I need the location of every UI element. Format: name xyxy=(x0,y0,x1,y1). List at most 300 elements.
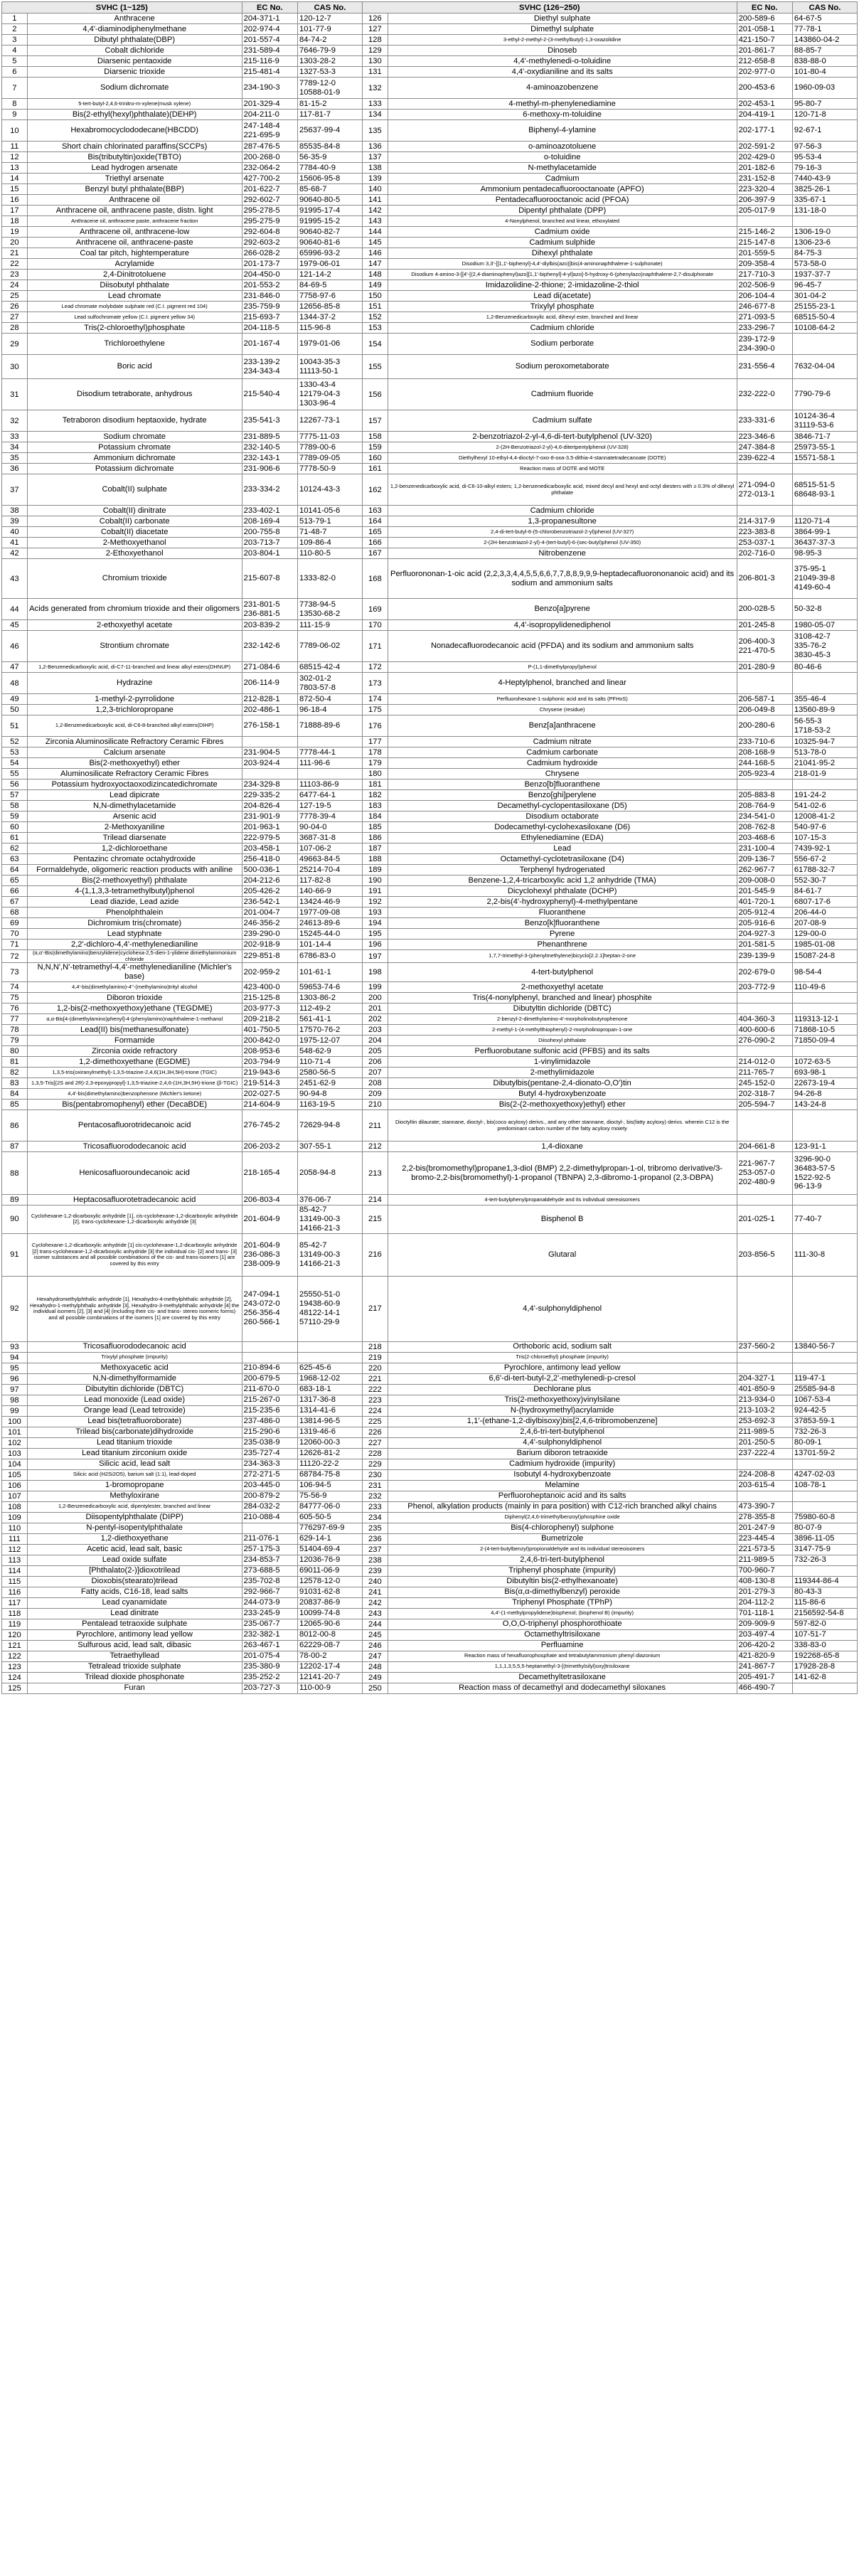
right-no: 159 xyxy=(362,442,388,453)
left-substance: Sulfurous acid, lead salt, dibasic xyxy=(27,1640,242,1651)
right-no: 145 xyxy=(362,238,388,248)
right-ec-no: 239-139-9 xyxy=(737,950,792,963)
right-cas-no xyxy=(792,1683,857,1693)
table-row xyxy=(2,527,858,538)
right-substance: Imidazolidine-2-thione; 2-imidazoline-2-thiol xyxy=(388,280,737,291)
table-row xyxy=(2,184,858,195)
right-substance: Benzo[ghi]perylene xyxy=(388,790,737,801)
right-cas-no: 7790-79-6 xyxy=(792,379,857,410)
right-cas-no: 4247-02-03 xyxy=(792,1469,857,1480)
right-no: 150 xyxy=(362,291,388,302)
right-ec-no: 473-390-7 xyxy=(737,1501,792,1512)
right-cas-no: 56-55-3 1718-53-2 xyxy=(792,715,857,737)
right-no: 180 xyxy=(362,769,388,779)
table-row xyxy=(2,897,858,908)
left-no: 122 xyxy=(2,1651,28,1661)
left-substance: Formamide xyxy=(27,1036,242,1046)
table-row xyxy=(2,538,858,548)
left-cas-no: 7778-39-4 xyxy=(297,811,362,822)
left-ec-no: 215-693-7 xyxy=(242,312,297,323)
left-no: 96 xyxy=(2,1373,28,1384)
left-no: 20 xyxy=(2,238,28,248)
right-substance: N-(hydroxymethyl)acrylamide xyxy=(388,1405,737,1416)
right-no: 217 xyxy=(362,1276,388,1341)
left-ec-no: 287-476-5 xyxy=(242,142,297,152)
left-substance: Hydrazine xyxy=(27,673,242,694)
right-no: 179 xyxy=(362,758,388,769)
right-ec-no: 404-360-3 xyxy=(737,1014,792,1025)
left-cas-no: 6786-83-0 xyxy=(297,950,362,963)
right-cas-no xyxy=(792,673,857,694)
right-substance: Bisphenol B xyxy=(388,1205,737,1234)
left-substance: Pentazinc chromate octahydroxide xyxy=(27,854,242,865)
left-no: 47 xyxy=(2,662,28,673)
left-cas-no: 12202-17-4 xyxy=(297,1661,362,1672)
right-no: 129 xyxy=(362,46,388,56)
right-ec-no: 233-710-6 xyxy=(737,737,792,747)
left-ec-no: 210-894-6 xyxy=(242,1363,297,1373)
left-cas-no: 90-04-0 xyxy=(297,822,362,833)
right-no: 175 xyxy=(362,705,388,715)
right-no: 193 xyxy=(362,908,388,918)
right-substance: Octamethyltrisiloxane xyxy=(388,1629,737,1640)
left-ec-no: 239-290-0 xyxy=(242,929,297,940)
right-substance: 2-(2H-benzotriazol-2-yl)-4-(tert-butyl)-6-(sec-butyl)phenol (UV-350) xyxy=(388,538,737,548)
left-no: 91 xyxy=(2,1233,28,1276)
right-cas-no xyxy=(792,1110,857,1141)
right-no: 140 xyxy=(362,184,388,195)
left-ec-no: 215-540-4 xyxy=(242,379,297,410)
table-row xyxy=(2,56,858,67)
right-substance: Lead di(acetate) xyxy=(388,291,737,302)
left-substance: Methyloxirane xyxy=(27,1491,242,1501)
left-ec-no: 201-167-4 xyxy=(242,334,297,355)
right-substance: Dicyclohexyl phthalate (DCHP) xyxy=(388,886,737,897)
right-cas-no: 597-82-0 xyxy=(792,1619,857,1629)
left-cas-no: 115-96-8 xyxy=(297,323,362,334)
left-ec-no: 212-828-1 xyxy=(242,694,297,705)
left-substance: Lead dinitrate xyxy=(27,1608,242,1619)
table-row xyxy=(2,206,858,216)
right-substance: Disodium octaborate xyxy=(388,811,737,822)
right-no: 227 xyxy=(362,1437,388,1448)
right-substance: 2-benzyl-2-dimethylamino-4'-morpholinobutyrophenone xyxy=(388,1014,737,1025)
right-substance: o-toluidine xyxy=(388,152,737,163)
right-no: 243 xyxy=(362,1608,388,1619)
left-ec-no: 204-826-4 xyxy=(242,801,297,811)
right-substance: 1,3-propanesultone xyxy=(388,516,737,527)
left-cas-no: 106-94-5 xyxy=(297,1480,362,1491)
left-ec-no: 209-218-2 xyxy=(242,1014,297,1025)
left-no: 9 xyxy=(2,110,28,120)
left-substance: Aluminosilicate Refractory Ceramic Fibres xyxy=(27,769,242,779)
left-no: 24 xyxy=(2,280,28,291)
right-substance: Cadmium oxide xyxy=(388,227,737,238)
right-substance: 1,2-benzenedicarboxylic acid, di-C6-10-alkyl esters; 1,2-benzenedicarboxylic acid, mixed decyl and hexyl and octyl diesters with ≥ 0.3% of dihexyl phthalate xyxy=(388,474,737,506)
right-ec-no: 213-103-2 xyxy=(737,1405,792,1416)
left-no: 81 xyxy=(2,1057,28,1068)
right-substance: Dimethyl sulphate xyxy=(388,24,737,35)
table-row xyxy=(2,248,858,259)
left-no: 93 xyxy=(2,1341,28,1352)
left-cas-no: 7789-12-0 10588-01-9 xyxy=(297,78,362,99)
left-no: 54 xyxy=(2,758,28,769)
right-substance: Pyrene xyxy=(388,929,737,940)
right-no: 160 xyxy=(362,453,388,464)
right-ec-no: 206-400-3 221-470-5 xyxy=(737,631,792,662)
left-ec-no: 206-803-4 xyxy=(242,1195,297,1205)
right-substance: Glutaral xyxy=(388,1233,737,1276)
right-ec-no: 202-429-0 xyxy=(737,152,792,163)
right-substance: Dibutyltin dichloride (DBTC) xyxy=(388,1004,737,1014)
table-row xyxy=(2,1651,858,1661)
left-substance: 4-(1,1,3,3-tetramethylbutyl)phenol xyxy=(27,886,242,897)
right-substance: Benzo[k]fluoranthene xyxy=(388,918,737,929)
left-cas-no: 376-06-7 xyxy=(297,1195,362,1205)
right-no: 153 xyxy=(362,323,388,334)
right-no: 130 xyxy=(362,56,388,67)
right-substance: Lead xyxy=(388,843,737,854)
right-cas-no: 3825-26-1 xyxy=(792,184,857,195)
right-substance: Bumetrizole xyxy=(388,1533,737,1544)
table-row xyxy=(2,259,858,270)
left-no: 103 xyxy=(2,1448,28,1459)
table-row xyxy=(2,620,858,631)
right-substance: 4,4'-sulphonyldiphenol xyxy=(388,1437,737,1448)
left-no: 55 xyxy=(2,769,28,779)
table-row xyxy=(2,1014,858,1025)
left-cas-no: 7789-09-05 xyxy=(297,453,362,464)
left-ec-no: 272-271-5 xyxy=(242,1469,297,1480)
left-no: 19 xyxy=(2,227,28,238)
left-cas-no: 25637-99-4 xyxy=(297,120,362,142)
left-ec-no: 201-004-7 xyxy=(242,908,297,918)
left-ec-no: 234-329-8 xyxy=(242,779,297,790)
right-substance: 1,1,1,3,5,5,5-heptamethyl-3-[(trimethylsilyl)oxy]trisiloxane xyxy=(388,1661,737,1672)
left-substance: Acids generated from chromium trioxide and their oligomers xyxy=(27,599,242,620)
left-cas-no: 13814-96-5 xyxy=(297,1416,362,1427)
table-row xyxy=(2,302,858,312)
left-no: 8 xyxy=(2,99,28,110)
right-no: 208 xyxy=(362,1078,388,1089)
left-cas-no: 78-00-2 xyxy=(297,1651,362,1661)
right-ec-no: 209-358-4 xyxy=(737,259,792,270)
right-substance: Phenanthrene xyxy=(388,940,737,950)
left-substance: Silicic acid, lead salt xyxy=(27,1459,242,1469)
left-no: 114 xyxy=(2,1565,28,1576)
left-no: 44 xyxy=(2,599,28,620)
right-no: 183 xyxy=(362,801,388,811)
right-no: 131 xyxy=(362,67,388,78)
table-row xyxy=(2,442,858,453)
left-ec-no: 235-252-2 xyxy=(242,1672,297,1683)
right-ec-no: 201-861-7 xyxy=(737,46,792,56)
left-no: 88 xyxy=(2,1152,28,1195)
left-ec-no: 205-426-2 xyxy=(242,886,297,897)
left-no: 69 xyxy=(2,918,28,929)
right-substance: Terphenyl hydrogenated xyxy=(388,865,737,875)
left-substance: Lead dipicrate xyxy=(27,790,242,801)
right-substance: Perfluorohexane-1-sulphonic acid and its salts (PFHxS) xyxy=(388,694,737,705)
table-row xyxy=(2,174,858,184)
right-cas-no: 84-61-7 xyxy=(792,886,857,897)
left-ec-no: 200-679-5 xyxy=(242,1373,297,1384)
right-cas-no: 13701-59-2 xyxy=(792,1448,857,1459)
right-ec-no: 201-279-3 xyxy=(737,1587,792,1597)
table-row xyxy=(2,270,858,280)
right-ec-no: 217-710-3 xyxy=(737,270,792,280)
right-ec-no: 203-468-6 xyxy=(737,833,792,843)
table-row xyxy=(2,918,858,929)
table-row xyxy=(2,929,858,940)
left-cas-no: 51404-69-4 xyxy=(297,1544,362,1555)
left-substance: Calcium arsenate xyxy=(27,747,242,758)
right-cas-no: 101-80-4 xyxy=(792,67,857,78)
right-substance: Perfluamine xyxy=(388,1640,737,1651)
right-cas-no xyxy=(792,1491,857,1501)
left-ec-no: 263-467-1 xyxy=(242,1640,297,1651)
right-no: 144 xyxy=(362,227,388,238)
table-row xyxy=(2,238,858,248)
left-ec-no: 200-755-8 xyxy=(242,527,297,538)
left-no: 67 xyxy=(2,897,28,908)
left-substance: Pentacosafluorotridecanoic acid xyxy=(27,1110,242,1141)
right-cas-no: 7440-43-9 xyxy=(792,174,857,184)
right-no: 170 xyxy=(362,620,388,631)
left-cas-no: 65996-93-2 xyxy=(297,248,362,259)
left-ec-no: 234-190-3 xyxy=(242,78,297,99)
left-no: 72 xyxy=(2,950,28,963)
left-cas-no: 85-42-7 13149-00-3 14166-21-3 xyxy=(297,1233,362,1276)
right-cas-no: 552-30-7 xyxy=(792,875,857,886)
left-cas-no: 101-61-1 xyxy=(297,963,362,982)
left-ec-no: 231-889-5 xyxy=(242,432,297,442)
left-cas-no: 1975-12-07 xyxy=(297,1036,362,1046)
right-ec-no: 202-177-1 xyxy=(737,120,792,142)
left-substance: 5-tert-butyl-2,4,6-trinitro-m-xylene(musk xylene) xyxy=(27,99,242,110)
left-ec-no: 232-064-2 xyxy=(242,163,297,174)
left-ec-no: 204-211-0 xyxy=(242,110,297,120)
table-body xyxy=(2,14,858,1694)
left-ec-no: 423-400-0 xyxy=(242,982,297,993)
left-no: 48 xyxy=(2,673,28,694)
right-cas-no: 1306-19-0 xyxy=(792,227,857,238)
right-cas-no: 573-58-0 xyxy=(792,259,857,270)
left-substance: Hexahydromethylphthalic anhydride [1], Hexahydro-4-methylphthalic anhydride [2], Hexahydro-1-methylphthalic anhydride [3], Hexahydro-3-methylphthalic anhydride [4] the individual isomers [2], [3] and [4] (including their cis- and trans- stereo isomeric forms) and all possible combinations of the isomers [1] are covered by this entry xyxy=(27,1276,242,1341)
left-substance: 1,2,3-trichloropropane xyxy=(27,705,242,715)
left-cas-no: 96-18-4 xyxy=(297,705,362,715)
left-substance: Coal tar pitch, hightemperature xyxy=(27,248,242,259)
table-row xyxy=(2,1004,858,1014)
right-no: 250 xyxy=(362,1683,388,1693)
right-cas-no xyxy=(792,1195,857,1205)
right-substance: N-methylacetamide xyxy=(388,163,737,174)
left-cas-no xyxy=(297,769,362,779)
right-cas-no: 36437-37-3 xyxy=(792,538,857,548)
right-no: 128 xyxy=(362,35,388,46)
table-row xyxy=(2,195,858,206)
right-substance: 1,2-Benzenedicarboxylic acid, dihexyl ester, branched and linear xyxy=(388,312,737,323)
left-substance: 1,2-dimethoxyethane (EGDME) xyxy=(27,1057,242,1068)
table-row xyxy=(2,1068,858,1078)
right-ec-no: 205-017-9 xyxy=(737,206,792,216)
left-substance: [Phthalato(2-)]dioxotrilead xyxy=(27,1565,242,1576)
table-row xyxy=(2,67,858,78)
left-no: 64 xyxy=(2,865,28,875)
left-cas-no: 605-50-5 xyxy=(297,1512,362,1523)
right-substance: Benzene-1,2,4-tricarboxylic acid 1,2 anhydride (TMA) xyxy=(388,875,737,886)
left-no: 23 xyxy=(2,270,28,280)
right-cas-no: 115-86-6 xyxy=(792,1597,857,1608)
right-substance: 6,6'-di-tert-butyl-2,2'-methylenedi-p-cresol xyxy=(388,1373,737,1384)
left-substance: Boric acid xyxy=(27,355,242,379)
right-substance: Chrysene xyxy=(388,769,737,779)
left-no: 85 xyxy=(2,1100,28,1110)
right-no: 187 xyxy=(362,843,388,854)
left-substance: Anthracene oil xyxy=(27,195,242,206)
right-substance: Nonadecafluorodecanoic acid (PFDA) and its sodium and ammonium salts xyxy=(388,631,737,662)
right-cas-no: 10325-94-7 xyxy=(792,737,857,747)
right-no: 219 xyxy=(362,1352,388,1363)
right-no: 239 xyxy=(362,1565,388,1576)
right-substance: Cadmium carbonate xyxy=(388,747,737,758)
left-substance: Lead monoxide (Lead oxide) xyxy=(27,1395,242,1405)
table-row xyxy=(2,506,858,516)
left-substance: Short chain chlorinated paraffins(SCCPs) xyxy=(27,142,242,152)
right-ec-no xyxy=(737,1363,792,1373)
right-cas-no xyxy=(792,506,857,516)
left-ec-no: 201-173-7 xyxy=(242,259,297,270)
right-substance: Dodecamethyl-cyclohexasiloxane (D6) xyxy=(388,822,737,833)
right-cas-no: 80-07-9 xyxy=(792,1523,857,1533)
left-cas-no: 107-06-2 xyxy=(297,843,362,854)
left-no: 79 xyxy=(2,1036,28,1046)
table-row xyxy=(2,1597,858,1608)
left-substance: 2-Methoxyethanol xyxy=(27,538,242,548)
right-ec-no: 209-909-9 xyxy=(737,1619,792,1629)
right-cas-no: 1985-01-08 xyxy=(792,940,857,950)
right-cas-no: 375-95-1 21049-39-8 4149-60-4 xyxy=(792,559,857,599)
right-ec-no: 200-589-6 xyxy=(737,14,792,24)
right-substance: Cadmium sulphide xyxy=(388,238,737,248)
left-substance: 2-ethoxyethyl acetate xyxy=(27,620,242,631)
right-no: 169 xyxy=(362,599,388,620)
right-substance: Butyl 4-hydroxybenzoate xyxy=(388,1089,737,1100)
right-no: 156 xyxy=(362,379,388,410)
table-row xyxy=(2,1110,858,1141)
left-cas-no: 84-69-5 xyxy=(297,280,362,291)
table-row xyxy=(2,453,858,464)
right-cas-no: 3147-75-9 xyxy=(792,1544,857,1555)
right-cas-no: 95-53-4 xyxy=(792,152,857,163)
left-substance: Bis(pentabromophenyl) ether (DecaBDE) xyxy=(27,1100,242,1110)
right-cas-no: 1960-09-03 xyxy=(792,78,857,99)
right-ec-no: 223-445-4 xyxy=(737,1533,792,1544)
table-row xyxy=(2,1195,858,1205)
left-cas-no: 776297-69-9 xyxy=(297,1523,362,1533)
left-substance: Chromium trioxide xyxy=(27,559,242,599)
right-ec-no: 701-118-1 xyxy=(737,1608,792,1619)
left-cas-no: 75-56-9 xyxy=(297,1491,362,1501)
right-substance: Dinoseb xyxy=(388,46,737,56)
right-substance: Tris(2-chloroethyl) phosphate (impurity) xyxy=(388,1352,737,1363)
header-svhc-126-250: SVHC (126~250) xyxy=(362,2,737,14)
left-substance: Lead diazide, Lead azide xyxy=(27,897,242,908)
right-ec-no xyxy=(737,1491,792,1501)
left-no: 21 xyxy=(2,248,28,259)
left-no: 5 xyxy=(2,56,28,67)
right-substance: 4-tert-butylphenylpropanaldehyde and its individual stereoisomers xyxy=(388,1195,737,1205)
left-cas-no: 872-50-4 xyxy=(297,694,362,705)
left-substance: Fatty acids, C16-18, lead salts xyxy=(27,1587,242,1597)
right-no: 132 xyxy=(362,78,388,99)
right-no: 238 xyxy=(362,1555,388,1565)
right-cas-no: 131-18-0 xyxy=(792,206,857,216)
left-ec-no xyxy=(242,769,297,779)
table-row xyxy=(2,548,858,559)
left-cas-no: 1968-12-02 xyxy=(297,1373,362,1384)
table-row xyxy=(2,715,858,737)
right-no: 212 xyxy=(362,1141,388,1152)
left-cas-no: 10043-35-3 11113-50-1 xyxy=(297,355,362,379)
left-no: 80 xyxy=(2,1046,28,1057)
left-substance: α,α-Bis[4-(dimethylamino)phenyl]-4-(phenylamino)naphthalene-1-methanol xyxy=(27,1014,242,1025)
table-row xyxy=(2,559,858,599)
right-no: 200 xyxy=(362,993,388,1004)
left-substance: Lead bis(tetrafluoroborate) xyxy=(27,1416,242,1427)
left-no: 90 xyxy=(2,1205,28,1234)
left-ec-no: 203-713-7 xyxy=(242,538,297,548)
left-no: 97 xyxy=(2,1384,28,1395)
right-no: 234 xyxy=(362,1512,388,1523)
left-substance: Bis(2-methoxyethyl) ether xyxy=(27,758,242,769)
left-cas-no: 110-00-9 xyxy=(297,1683,362,1693)
right-substance: 2,4,6-tri-tert-butylphenol xyxy=(388,1427,737,1437)
left-cas-no: 7646-79-9 xyxy=(297,46,362,56)
left-substance: Pyrochlore, antimony lead yellow xyxy=(27,1629,242,1640)
right-cas-no: 540-97-6 xyxy=(792,822,857,833)
left-substance: Lead oxide sulfate xyxy=(27,1555,242,1565)
right-cas-no: 108-78-1 xyxy=(792,1480,857,1491)
left-cas-no: 84-74-2 xyxy=(297,35,362,46)
right-no: 162 xyxy=(362,474,388,506)
right-no: 137 xyxy=(362,152,388,163)
left-ec-no: 229-335-2 xyxy=(242,790,297,801)
right-substance: Disodium 4-amino-3-[[4'-[(2,4-diaminophenyl)azo][1,1'-biphenyl]-4-yl]azo]-5-hydroxy-6-(phenylazo)naphthalene-2,7-disulphonate xyxy=(388,270,737,280)
right-substance: 6-methoxy-m-toluidine xyxy=(388,110,737,120)
left-substance: Cyclohexane-1,2-dicarboxylic anhydride [1] cis-cyclohexane-1,2-dicarboxylic anhydride [2] trans-cyclohexane-1,2-dicarboxylic anhydride [3] the individual cis- [2] and trans- [3] isomer substances and all possible combinations of the cis- and trans-isomers [1] are covered by this entry xyxy=(27,1233,242,1276)
right-cas-no: 61788-32-7 xyxy=(792,865,857,875)
right-ec-no: 202-318-7 xyxy=(737,1089,792,1100)
left-substance: Cobalt(II) carbonate xyxy=(27,516,242,527)
right-ec-no: 203-856-5 xyxy=(737,1233,792,1276)
left-substance: Furan xyxy=(27,1683,242,1693)
right-cas-no: 15571-58-1 xyxy=(792,453,857,464)
header-cas-no-left: CAS No. xyxy=(297,2,362,14)
left-substance: Anthracene xyxy=(27,14,242,24)
right-substance: Octamethyl-cyclotetrasiloxane (D4) xyxy=(388,854,737,865)
left-ec-no: 276-745-2 xyxy=(242,1110,297,1141)
left-no: 6 xyxy=(2,67,28,78)
table-row xyxy=(2,811,858,822)
header-row xyxy=(2,2,858,14)
left-no: 38 xyxy=(2,506,28,516)
right-ec-no: 208-764-9 xyxy=(737,801,792,811)
left-substance: 1,2-diethoxyethane xyxy=(27,1533,242,1544)
right-ec-no: 205-912-4 xyxy=(737,908,792,918)
right-ec-no: 231-556-4 xyxy=(737,355,792,379)
table-row xyxy=(2,940,858,950)
